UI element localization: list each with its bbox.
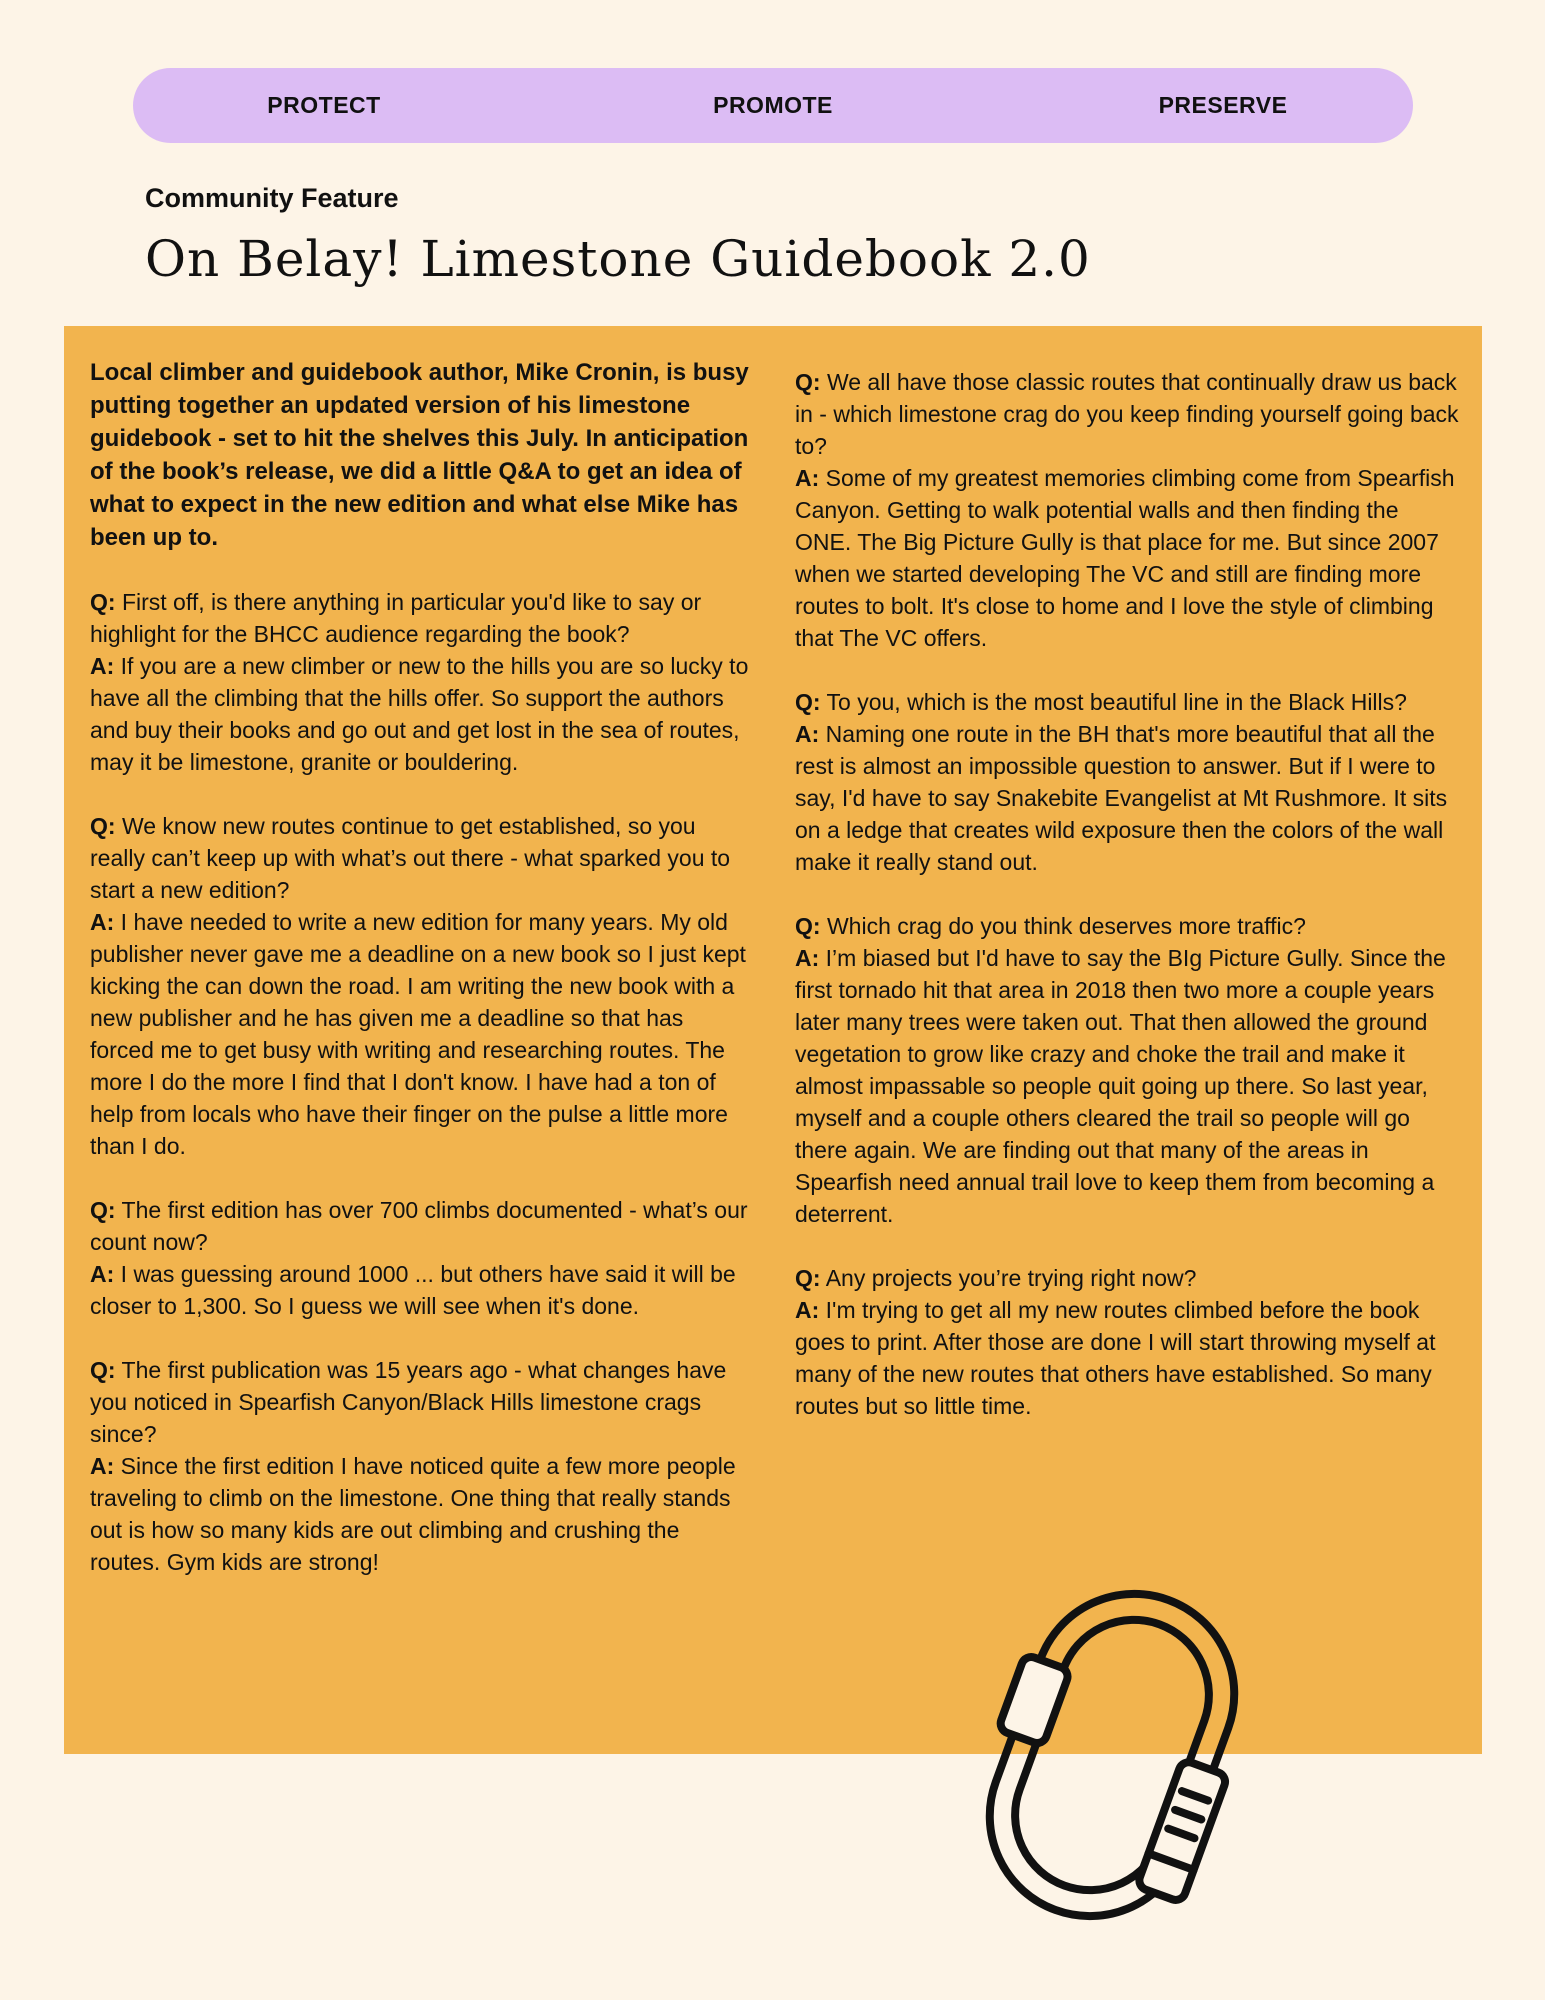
q-marker: Q: [795,689,821,715]
question [90,810,750,906]
answer [795,462,1460,654]
article-column-left [90,356,750,1610]
q-marker: Q: [795,913,821,939]
qa-item [795,366,1460,654]
q-marker: Q: [90,813,116,839]
question [90,1194,750,1258]
a-marker: A: [795,721,820,747]
answer [795,942,1460,1230]
top-nav [133,68,1413,143]
question [795,1262,1460,1294]
qa-item [90,810,750,1162]
qa-item [795,1262,1460,1422]
question-text: The first publication was 15 years ago - what changes have you noticed in Spearfish Canyon/Black Hills limestone crags since? [90,1357,727,1447]
answer [795,718,1460,878]
q-marker: Q: [795,1265,821,1291]
answer [90,1450,750,1578]
a-marker: A: [90,1261,115,1287]
question-text: First off, is there anything in particular you'd like to say or highlight for the BHCC audience regarding the book? [90,589,702,647]
nav-item-preserve[interactable]: PRESERVE [1158,92,1288,118]
answer-text: I have needed to write a new edition for many years. My old publisher never gave me a deadline on a new book so I just kept kicking the can down the road. I am writing the new book with a new publisher and he has given me a deadline so that has forced me to get busy with writing and researching routes. The more I do the more I find that I don't know. I have had a ton of help from locals who have their finger on the pulse a little more than I do. [90,909,746,1159]
question [90,1354,750,1450]
answer-text: I'm trying to get all my new routes climbed before the book goes to print. After those are done I will start throwing myself at many of the new routes that others have established. So many routes but so little time. [795,1297,1436,1419]
question-text: We know new routes continue to get established, so you really can’t keep up with what’s out there - what sparked you to start a new edition? [90,813,731,903]
carabiner-icon [962,1580,1262,1930]
section-kicker: Community Feature [145,183,399,213]
qa-item [90,1194,750,1322]
answer [795,1294,1460,1422]
question-text: We all have those classic routes that continually draw us back in - which limestone crag do you keep finding yourself going back to? [795,369,1459,459]
q-marker: Q: [795,369,821,395]
a-marker: A: [795,465,820,491]
answer-text: If you are a new climber or new to the hills you are so lucky to have all the climbing that the hills offer. So support the authors and buy their books and go out and get lost in the sea of routes, may it be limestone, granite or bouldering. [90,653,749,775]
question [795,366,1460,462]
a-marker: A: [90,909,115,935]
qa-item [90,1354,750,1578]
answer-text: I was guessing around 1000 ... but others have said it will be closer to 1,300. So I guess we will see when it's done. [90,1261,736,1319]
qa-item [795,910,1460,1230]
a-marker: A: [90,653,115,679]
question-text: The first edition has over 700 climbs documented - what’s our count now? [90,1197,748,1255]
qa-item [795,686,1460,878]
question-text: Which crag do you think deserves more traffic? [826,913,1306,939]
q-marker: Q: [90,1357,116,1383]
page-title: On Belay! Limestone Guidebook 2.0 [145,230,1091,288]
answer-text: Some of my greatest memories climbing come from Spearfish Canyon. Getting to walk potential walls and then finding the ONE. The Big Picture Gully is that place for me. But since 2007 when we started developing The VC and still are finding more routes to bolt. It's close to home and I love the style of climbing that The VC offers. [795,465,1455,651]
answer-text: Since the first edition I have noticed quite a few more people traveling to climb on the limestone. One thing that really stands out is how so many kids are out climbing and crushing the routes. Gym kids are strong! [90,1453,736,1575]
nav-item-promote[interactable]: PROMOTE [713,92,833,118]
answer [90,1258,750,1322]
q-marker: Q: [90,1197,116,1223]
question [795,686,1460,718]
article-intro: Local climber and guidebook author, Mike Cronin, is busy putting together an updated version of his limestone guidebook - set to hit the shelves this July. In anticipation of the book’s release, we did a little Q&A to get an idea of what to expect in the new edition and what else Mike has been up to. [90,359,749,551]
answer [90,906,750,1162]
answer [90,650,750,778]
question [90,586,750,650]
qa-item [90,586,750,778]
q-marker: Q: [90,589,116,615]
a-marker: A: [90,1453,115,1479]
question-text: Any projects you’re trying right now? [825,1265,1197,1291]
article-panel [64,326,1482,1754]
answer-text: I’m biased but I'd have to say the BIg Picture Gully. Since the first tornado hit that area in 2018 then two more a couple years later many trees were taken out. That then allowed the ground vegetation to grow like crazy and choke the trail and make it almost impassable so people quit going up there. So last year, myself and a couple others cleared the trail so people will go there again. We are finding out that many of the areas in Spearfish need annual trail love to keep them from becoming a deterrent. [795,945,1446,1227]
question-text: To you, which is the most beautiful line in the Black Hills? [826,689,1407,715]
a-marker: A: [795,945,820,971]
question [795,910,1460,942]
article-column-right [795,366,1460,1454]
answer-text: Naming one route in the BH that's more beautiful that all the rest is almost an impossible question to answer. But if I were to say, I'd have to say Snakebite Evangelist at Mt Rushmore. It sits on a ledge that creates wild exposure then the colors of the wall make it really stand out. [795,721,1448,875]
a-marker: A: [795,1297,820,1323]
nav-item-protect[interactable]: PROTECT [267,92,381,118]
